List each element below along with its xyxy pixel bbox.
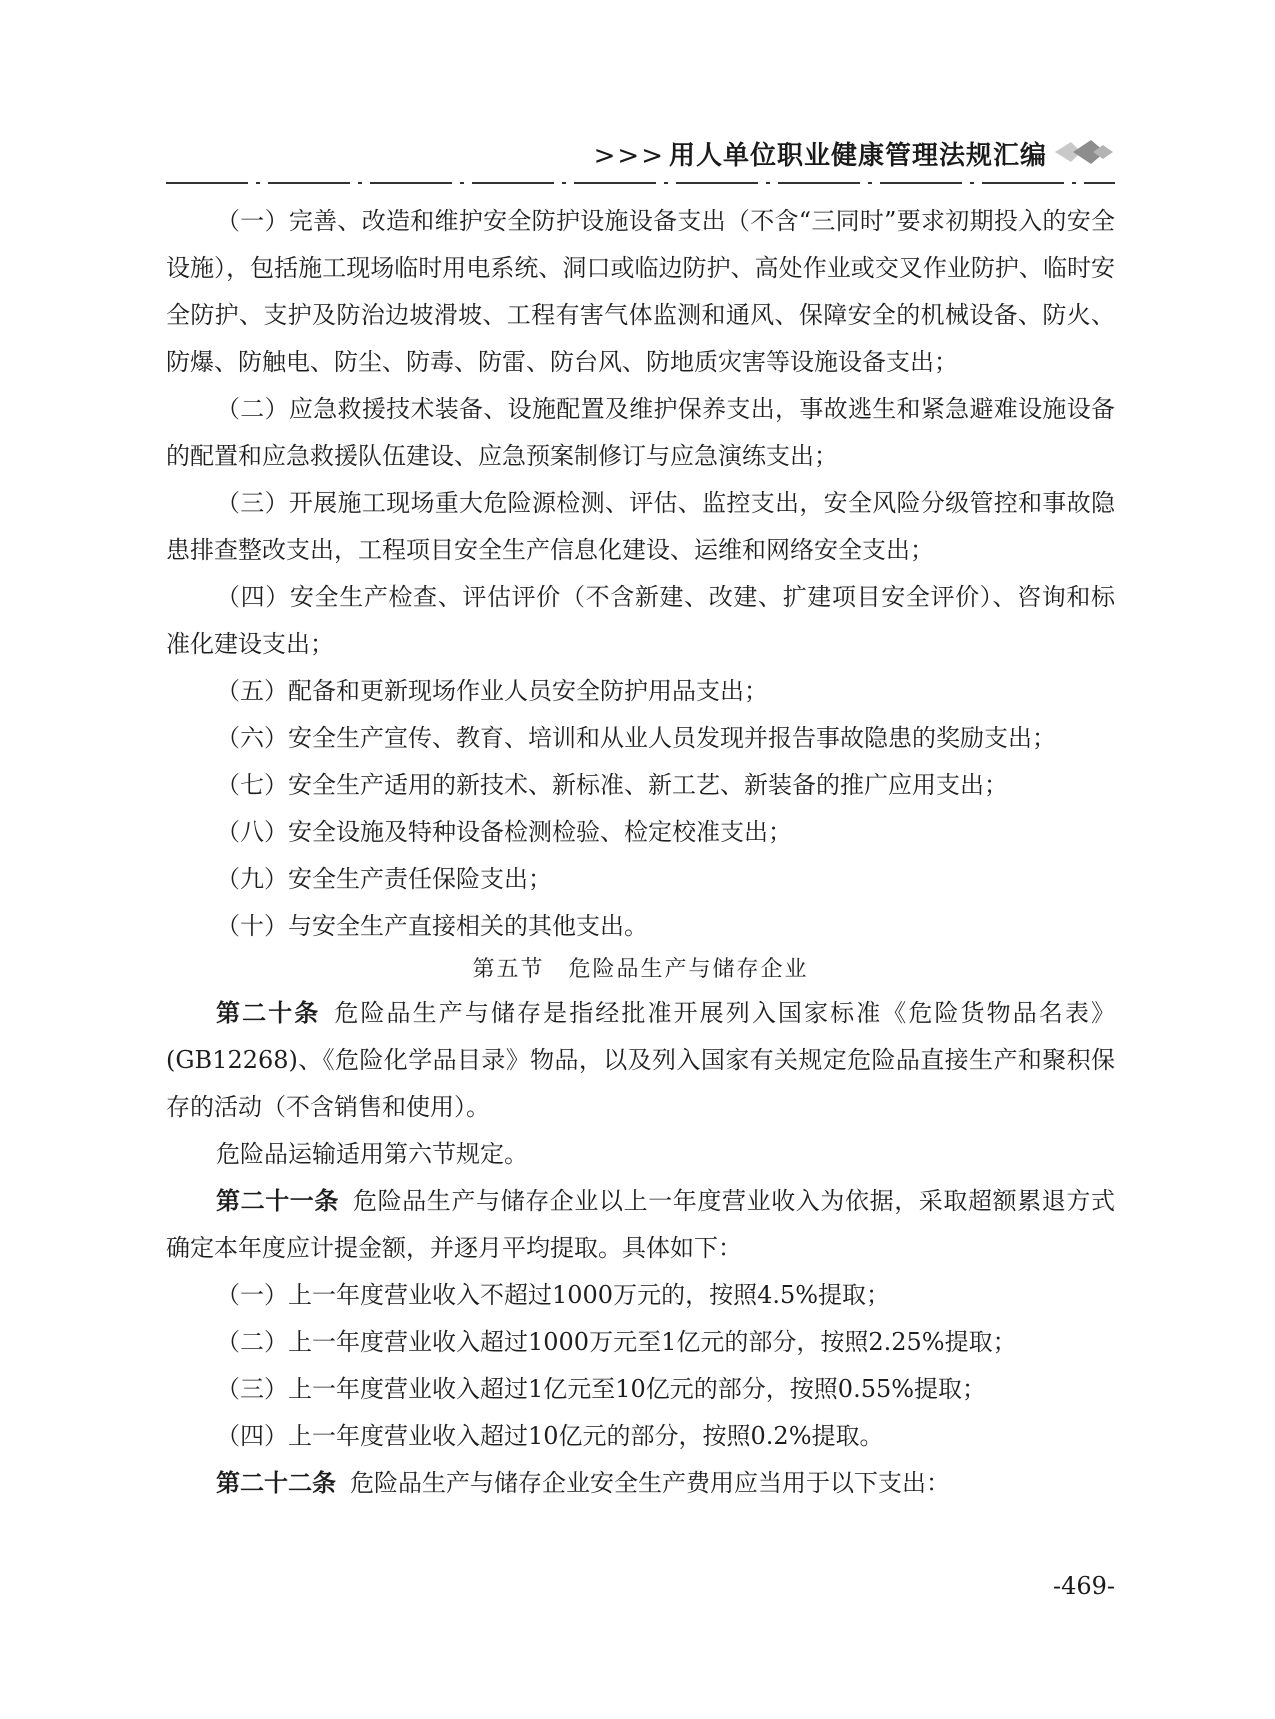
header-arrows: >>> — [593, 141, 665, 171]
paragraph: （七）安全生产适用的新技术、新标准、新工艺、新装备的推广应用支出； — [216, 771, 1008, 799]
page-body — [166, 198, 1115, 1507]
rate-item: （三）上一年度营业收入超过1亿元至10亿元的部分，按照0.55%提取； — [216, 1375, 987, 1403]
paragraph: （二）应急救援技术装备、设施配置及维护保养支出，事故逃生和紧急避难设施设备的配置和应急救援队伍建设、应急预案制修订与应急演练支出； — [166, 395, 1115, 470]
paragraph: （一）完善、改造和维护安全防护设施设备支出（不含“三同时”要求初期投入的安全设施），包括施工现场临时用电系统、洞口或临边防护、高处作业或交叉作业防护、临时安全防护、支护及防治边坡滑坡、工程有害气体监测和通风、保障安全的机械设备、防火、防爆、防触电、防尘、防毒、防雷、防台风、防地质灾害等设施设备支出； — [166, 207, 1115, 376]
section-title: 第五节 危险品生产与储存企业 — [472, 957, 809, 982]
article-text: 危险品生产与储存企业以上一年度营业收入为依据，采取超额累退方式确定本年度应计提金额，并逐月平均提取。具体如下： — [166, 1187, 1115, 1262]
paragraph: （四）安全生产检查、评估评价（不含新建、改建、扩建项目安全评价）、咨询和标准化建设支出； — [166, 583, 1115, 658]
article-text: 危险品生产与储存企业安全生产费用应当用于以下支出： — [350, 1469, 950, 1497]
article-number: 第二十一条 — [216, 1187, 339, 1215]
article-22 — [166, 1460, 1115, 1507]
page-number: -469- — [1052, 1572, 1115, 1600]
paragraph: （十）与安全生产直接相关的其他支出。 — [216, 912, 648, 940]
paragraph: 危险品运输适用第六节规定。 — [216, 1140, 528, 1168]
running-header — [166, 135, 1115, 171]
paragraph: （五）配备和更新现场作业人员安全防护用品支出； — [216, 677, 768, 705]
article-text: 危险品生产与储存是指经批准开展列入国家标准《危险货物品名表》(GB12268)、《危险化学品目录》物品，以及列入国家有关规定危险品直接生产和聚积保存的活动（不含销售和使用）。 — [166, 999, 1116, 1121]
header-rule — [166, 178, 1115, 188]
book-title: 用人单位职业健康管理法规汇编 — [668, 141, 1047, 171]
article-20 — [166, 990, 1115, 1131]
article-number: 第二十二条 — [216, 1469, 336, 1497]
diamond-ornament-icon — [1053, 137, 1115, 167]
rate-item: （一）上一年度营业收入不超过1000万元的，按照4.5%提取； — [216, 1281, 891, 1309]
paragraph: （八）安全设施及特种设备检测检验、检定校准支出； — [216, 818, 792, 846]
rate-item: （二）上一年度营业收入超过1000万元至1亿元的部分，按照2.25%提取； — [216, 1328, 1017, 1356]
article-21 — [166, 1178, 1115, 1272]
article-number: 第二十条 — [216, 999, 321, 1027]
header-title — [594, 135, 1047, 172]
rate-item: （四）上一年度营业收入超过10亿元的部分，按照0.2%提取。 — [216, 1422, 884, 1450]
paragraph: （三）开展施工现场重大危险源检测、评估、监控支出，安全风险分级管控和事故隐患排查整改支出，工程项目安全生产信息化建设、运维和网络安全支出； — [166, 489, 1115, 564]
paragraph: （九）安全生产责任保险支出； — [216, 865, 552, 893]
paragraph: （六）安全生产宣传、教育、培训和从业人员发现并报告事故隐患的奖励支出； — [216, 724, 1056, 752]
